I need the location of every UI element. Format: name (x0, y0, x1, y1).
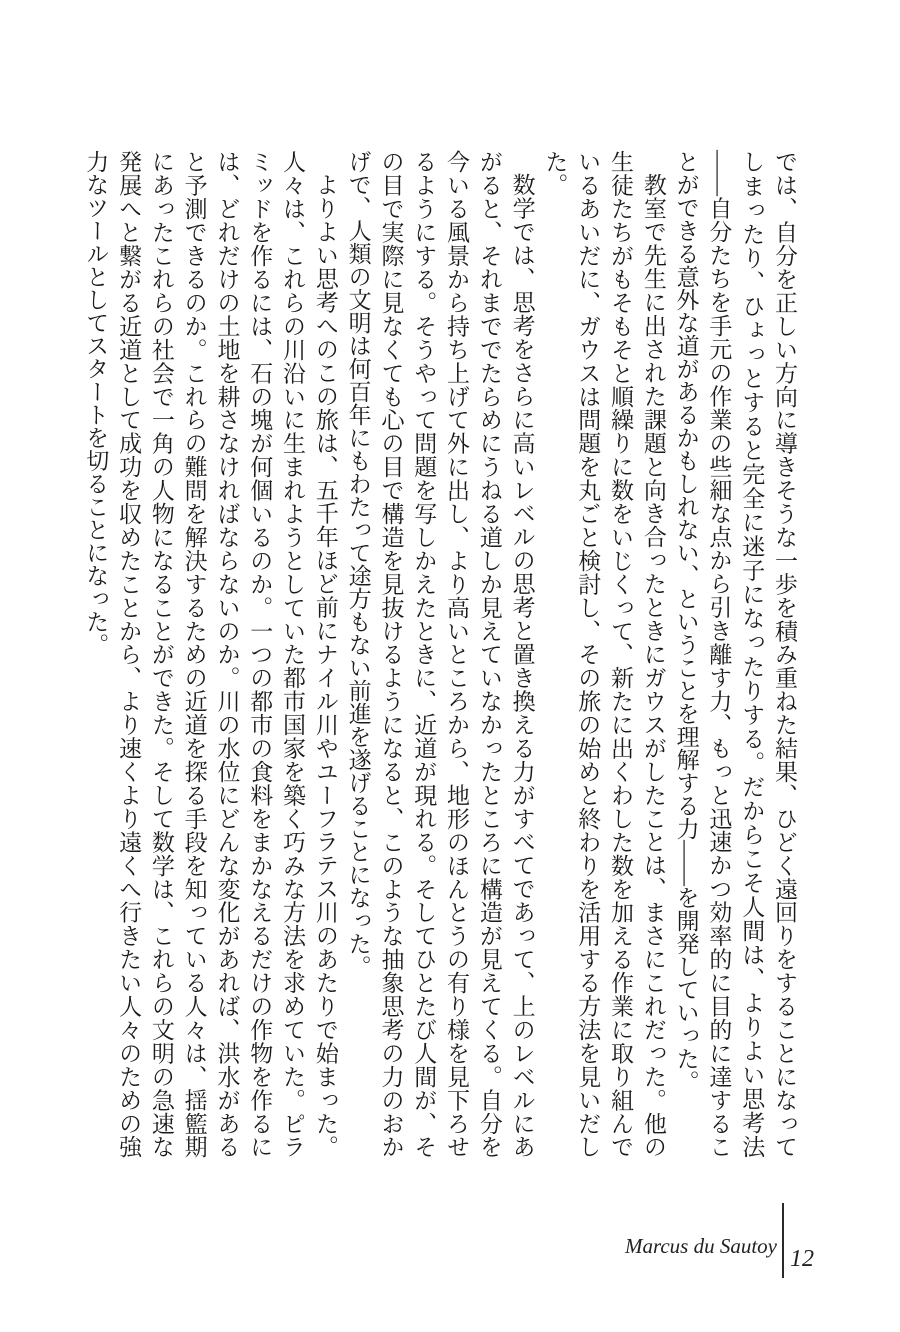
paragraph: 教室で先生に出された課題と向き合ったときにガウスがしたことは、まさにこれだった。他の生徒たちがもそもそと順繰りに数をいじくって、新たに出くわした数を加える作業に取り組んでいるあいだに、ガウスは問題を丸ごと検討し、その旅の始めと終わりを活用する方法を見いだした。 (542, 150, 666, 1159)
paragraph: よりよい思考へのこの旅は、五千年ほど前にナイル川やユーフラテス川のあたりで始まった。人々は、これらの川沿いに生まれようとしていた都市国家を築く巧みな方法を求めていた。ピラミッドを作るには、石の塊が何個いるのか。一つの都市の食料をまかなえるだけの作物を作るには、どれだけの土地を耕さなければならないのか。川の水位にどんな変化があれば、洪水があると予測できるのか。これらの難問を解決するための近道を探る手段を知っている人々は、揺籃期にあったこれらの社会で一角の人物になることができた。そして数学は、これらの文明の急速な発展へと繋がる近道として成功を収めたことから、より速くより遠くへ行きたい人々のための強力なツールとしてスタートを切ることになった。 (83, 150, 338, 1159)
body-text (78, 150, 800, 1158)
footer-divider (782, 1203, 784, 1278)
paragraph: 数学では、思考をさらに高いレベルの思考と置き換える力がすべてであって、上のレベルにあがると、それまででたらめにうねる道しか見えていなかったところに構造が見えてくる。自分を今いる風景から持ち上げて外に出し、より高いところから、地形のほんとうの有り様を見下ろせるようにする。そうやって問題を写しかえたときに、近道が現れる。そしてひとたび人間が、その目で実際に見なくても心の目で構造を見抜けるようになると、このような抽象思考の力のおかげで、人類の文明は何百年にもわたって途方もない前進を遂げることになった。 (345, 150, 535, 1159)
running-footer-author: Marcus du Sautoy (624, 1234, 777, 1258)
paragraph: では、自分を正しい方向に導きそうな一歩を積み重ねた結果、ひどく遠回りをすることになってしまったり、ひょっとすると完全に迷子になったりする。だからこそ人間は、よりよい思考法——自分たちを手元の作業の些細な点から引き離す力、もっと迅速かつ効率的に目的に達することができる意外な道があるかもしれない、ということを理解する力——を開発していった。 (673, 150, 797, 1158)
page-number: 12 (790, 1246, 814, 1272)
